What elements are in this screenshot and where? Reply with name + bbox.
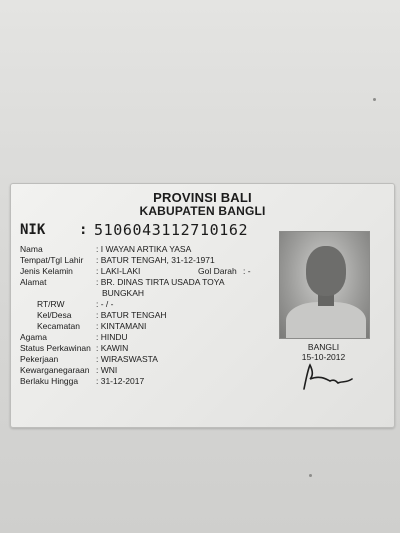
religion-label: Agama [20, 332, 47, 342]
photo-head [306, 246, 346, 296]
blood-type-label: Gol Darah [198, 266, 237, 276]
gender-value: : LAKI-LAKI [96, 266, 141, 276]
birth-label: Tempat/Tgl Lahir [20, 255, 84, 265]
religion-value: : HINDU [96, 332, 128, 342]
citizenship-label: Kewarganegaraan [20, 365, 90, 375]
village-label: Kel/Desa [37, 310, 72, 320]
signature [296, 361, 356, 393]
id-card [10, 183, 395, 428]
valid-until-value: : 31-12-2017 [96, 376, 145, 386]
issue-date: 15-10-2012 [301, 352, 346, 362]
blood-type-value: : - [243, 266, 251, 276]
nik-value: 5106043112710162 [94, 221, 249, 239]
address-value: : BR. DINAS TIRTA USADA TOYA [96, 277, 225, 287]
marital-status-label: Status Perkawinan [20, 343, 91, 353]
province-title: PROVINSI BALI [153, 190, 252, 205]
nik-colon: : [79, 222, 88, 238]
address-label: Alamat [20, 277, 47, 287]
dust-speck [373, 98, 376, 101]
marital-status-value: : KAWIN [96, 343, 129, 353]
dust-speck [309, 474, 312, 477]
occupation-label: Pekerjaan [20, 354, 59, 364]
name-value: : I WAYAN ARTIKA YASA [96, 244, 192, 254]
citizenship-value: : WNI [96, 365, 118, 375]
district-value: : KINTAMANI [96, 321, 147, 331]
photo-shoulders [286, 302, 366, 339]
occupation-value: : WIRASWASTA [96, 354, 158, 364]
regency-title: KABUPATEN BANGLI [139, 204, 266, 218]
rt-rw-value: : - / - [96, 299, 114, 309]
rt-rw-label: RT/RW [37, 299, 65, 309]
birth-value: : BATUR TENGAH, 31-12-1971 [96, 255, 215, 265]
district-label: Kecamatan [37, 321, 80, 331]
name-label: Nama [20, 244, 43, 254]
holder-photo [279, 231, 370, 339]
valid-until-label: Berlaku Hingga [20, 376, 79, 386]
issue-place: BANGLI [307, 342, 340, 352]
nik-label: NIK [20, 222, 46, 238]
village-value: : BATUR TENGAH [96, 310, 167, 320]
address-value-line2: BUNGKAH [102, 288, 145, 298]
gender-label: Jenis Kelamin [20, 266, 73, 276]
